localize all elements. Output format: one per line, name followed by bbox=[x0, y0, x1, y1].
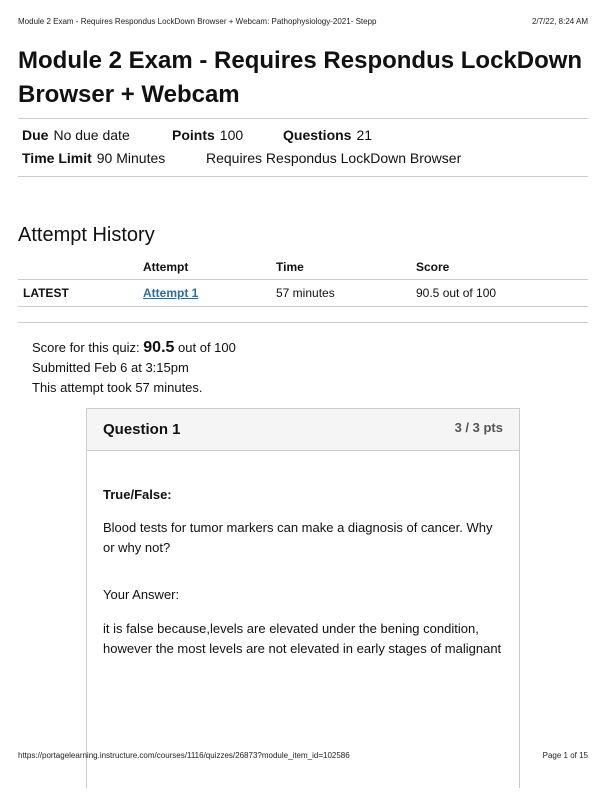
score-suffix: out of 100 bbox=[178, 340, 236, 355]
time-limit-detail bbox=[22, 150, 165, 166]
question-text: Blood tests for tumor markers can make a diagnosis of cancer. Why or why not? bbox=[103, 520, 493, 555]
score-prefix: Score for this quiz: bbox=[32, 340, 140, 355]
time-limit-label: Time Limit bbox=[22, 150, 92, 166]
question-points: 3 / 3 pts bbox=[454, 420, 503, 435]
questions-value: 21 bbox=[356, 127, 373, 143]
attempt-history-table bbox=[18, 255, 588, 307]
points-detail bbox=[172, 127, 243, 143]
table-row bbox=[18, 280, 588, 307]
quiz-score-summary bbox=[32, 338, 236, 398]
question-title: Question 1 bbox=[103, 421, 181, 438]
page-title: Module 2 Exam - Requires Respondus LockDown Browser + Webcam bbox=[18, 47, 583, 108]
column-header-time: Time bbox=[276, 255, 416, 280]
answer-text: it is false because,levels are elevated under the bening condition, however the most levels are not elevated in early stages of malignant bbox=[103, 621, 502, 656]
question-type: True/False: bbox=[103, 487, 172, 502]
due-label: Due bbox=[22, 127, 49, 143]
latest-label: LATEST bbox=[18, 280, 143, 307]
attempt-duration: This attempt took 57 minutes. bbox=[32, 380, 203, 395]
print-footer bbox=[18, 751, 588, 760]
questions-label: Questions bbox=[283, 127, 352, 143]
attempt-score: 90.5 out of 100 bbox=[416, 280, 588, 307]
print-header bbox=[18, 17, 588, 26]
divider bbox=[18, 118, 588, 119]
column-header-score: Score bbox=[416, 255, 588, 280]
score-value: 90.5 bbox=[143, 339, 175, 356]
answer-label: Your Answer: bbox=[103, 587, 180, 602]
lockdown-requirement: Requires Respondus LockDown Browser bbox=[206, 150, 462, 166]
points-label: Points bbox=[172, 127, 215, 143]
question-body bbox=[103, 485, 505, 659]
due-detail bbox=[22, 127, 130, 143]
time-limit-value: 90 Minutes bbox=[96, 150, 166, 166]
divider bbox=[18, 322, 588, 323]
question-card bbox=[86, 408, 520, 788]
divider bbox=[18, 176, 588, 177]
points-value: 100 bbox=[219, 127, 244, 143]
submitted-time: Submitted Feb 6 at 3:15pm bbox=[32, 360, 189, 375]
attempt-history-title: Attempt History bbox=[18, 224, 155, 246]
print-header-datetime: 2/7/22, 8:24 AM bbox=[531, 17, 588, 26]
column-header bbox=[18, 255, 143, 280]
attempt-1-link[interactable]: Attempt 1 bbox=[143, 286, 199, 300]
print-footer-page: Page 1 of 15 bbox=[542, 751, 588, 760]
score-line bbox=[32, 338, 236, 358]
print-footer-url: https://portagelearning.instructure.com/courses/1116/quizzes/26873?module_item_id=102586 bbox=[18, 751, 350, 760]
print-header-title: Module 2 Exam - Requires Respondus LockDown Browser + Webcam: Pathophysiology-2021- Stepp bbox=[18, 17, 377, 26]
questions-detail bbox=[283, 127, 372, 143]
due-value: No due date bbox=[53, 127, 130, 143]
attempt-time: 57 minutes bbox=[276, 280, 416, 307]
question-header bbox=[87, 409, 519, 451]
column-header-attempt: Attempt bbox=[143, 255, 276, 280]
table-header-row bbox=[18, 255, 588, 280]
